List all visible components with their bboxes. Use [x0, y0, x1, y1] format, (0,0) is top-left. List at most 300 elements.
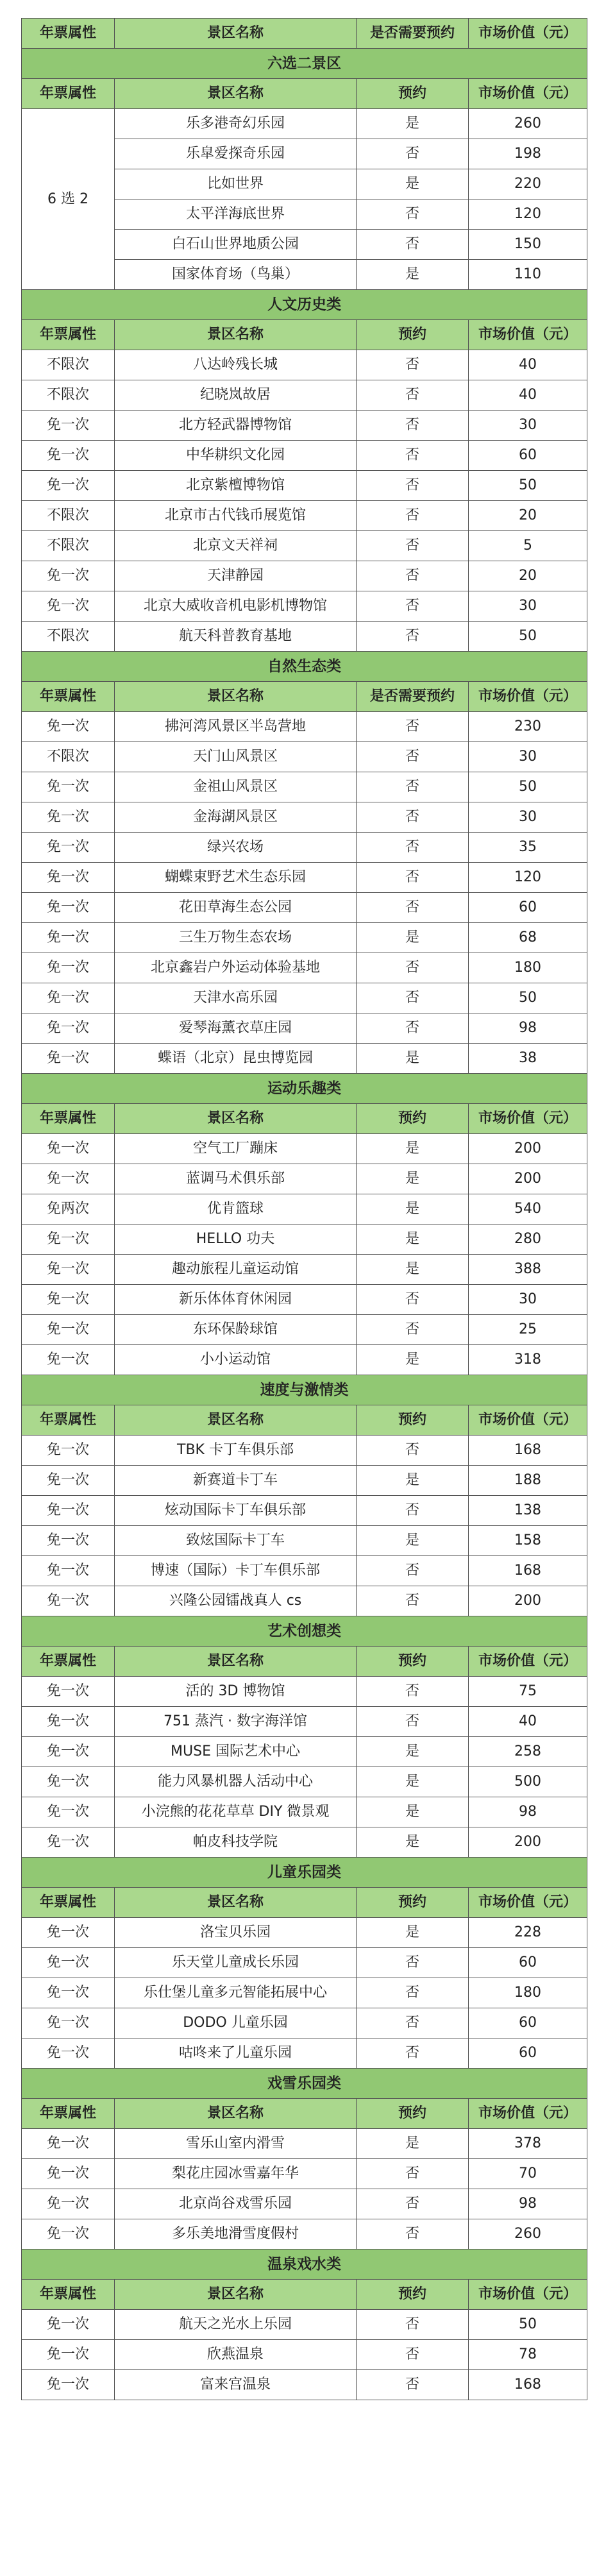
- ticket-attribute-cell: 免一次: [22, 1013, 115, 1044]
- section-title-row: [22, 1616, 587, 1647]
- table-row: [22, 2189, 587, 2219]
- table-row: [22, 1918, 587, 1948]
- attraction-name-cell: 博速（国际）卡丁车俱乐部: [115, 1556, 357, 1586]
- ticket-attribute-cell: 不限次: [22, 350, 115, 380]
- column-header: 市场价值（元）: [469, 1647, 587, 1677]
- column-header: 市场价值（元）: [469, 2099, 587, 2129]
- ticket-attribute-cell: 免一次: [22, 833, 115, 863]
- attraction-name-cell: 乐皐爱探奇乐园: [115, 139, 357, 169]
- attraction-name-cell: 欣燕温泉: [115, 2340, 357, 2370]
- table-row: [22, 1827, 587, 1858]
- section-title-row: [22, 49, 587, 79]
- market-value-cell: 98: [469, 1797, 587, 1827]
- table-row: [22, 1586, 587, 1616]
- section-header-row: [22, 1888, 587, 1918]
- reservation-cell: 否: [357, 2038, 469, 2069]
- ticket-attribute-cell: 免一次: [22, 1586, 115, 1616]
- section-title-row: [22, 1858, 587, 1888]
- ticket-attribute-cell: 免一次: [22, 591, 115, 622]
- column-header: 是否需要预约: [357, 682, 469, 712]
- attraction-name-cell: 蝴蝶束野艺术生态乐园: [115, 863, 357, 893]
- attraction-name-cell: 太平洋海底世界: [115, 199, 357, 230]
- section-header-row: [22, 1104, 587, 1134]
- market-value-cell: 25: [469, 1315, 587, 1345]
- market-value-cell: 50: [469, 622, 587, 652]
- table-row: [22, 1707, 587, 1737]
- market-value-cell: 75: [469, 1677, 587, 1707]
- section-header-row: [22, 320, 587, 350]
- reservation-cell: 否: [357, 230, 469, 260]
- attraction-name-cell: 趣动旅程儿童运动馆: [115, 1255, 357, 1285]
- attraction-name-cell: 富来宫温泉: [115, 2370, 357, 2400]
- market-value-cell: 198: [469, 139, 587, 169]
- reservation-cell: 否: [357, 893, 469, 923]
- attraction-name-cell: 751 蒸汽 · 数字海洋馆: [115, 1707, 357, 1737]
- column-header: 景区名称: [115, 1647, 357, 1677]
- reservation-cell: 否: [357, 833, 469, 863]
- market-value-cell: 158: [469, 1526, 587, 1556]
- market-value-cell: 388: [469, 1255, 587, 1285]
- table-row: [22, 953, 587, 983]
- reservation-cell: 否: [357, 863, 469, 893]
- market-value-cell: 50: [469, 772, 587, 802]
- attraction-name-cell: 兴隆公园镭战真人 cs: [115, 1586, 357, 1616]
- ticket-attribute-cell: 免一次: [22, 2189, 115, 2219]
- section-title: 温泉戏水类: [22, 2250, 587, 2280]
- column-header: 预约: [357, 1405, 469, 1436]
- attraction-name-cell: 爱琴海薰衣草庄园: [115, 1013, 357, 1044]
- section-title: 艺术创想类: [22, 1616, 587, 1647]
- reservation-cell: 否: [357, 1677, 469, 1707]
- table-row: [22, 561, 587, 591]
- column-header: 年票属性: [22, 2099, 115, 2129]
- attraction-name-cell: MUSE 国际艺术中心: [115, 1737, 357, 1767]
- attraction-name-cell: 花田草海生态公园: [115, 893, 357, 923]
- column-header: 景区名称: [115, 79, 357, 109]
- section-header-row: [22, 682, 587, 712]
- column-header: 年票属性: [22, 682, 115, 712]
- ticket-attribute-cell: 免一次: [22, 1164, 115, 1194]
- reservation-cell: 否: [357, 1586, 469, 1616]
- section-header-row: [22, 2280, 587, 2310]
- reservation-cell: 是: [357, 1767, 469, 1797]
- ticket-attribute-cell: 免一次: [22, 1466, 115, 1496]
- reservation-cell: 是: [357, 1255, 469, 1285]
- section-title-row: [22, 2069, 587, 2099]
- reservation-cell: 否: [357, 2370, 469, 2400]
- column-header: 是否需要预约: [357, 19, 469, 49]
- table-row: [22, 1556, 587, 1586]
- attraction-name-cell: DODO 儿童乐园: [115, 2008, 357, 2038]
- table-row: [22, 501, 587, 531]
- reservation-cell: 否: [357, 1556, 469, 1586]
- ticket-attribute-cell: 免一次: [22, 1134, 115, 1164]
- attraction-name-cell: 北京鑫岩户外运动体验基地: [115, 953, 357, 983]
- ticket-attribute-cell: 免一次: [22, 1255, 115, 1285]
- ticket-attribute-cell: 免一次: [22, 2370, 115, 2400]
- attraction-name-cell: 优肯篮球: [115, 1194, 357, 1224]
- market-value-cell: 318: [469, 1345, 587, 1375]
- attraction-name-cell: 金海湖风景区: [115, 802, 357, 833]
- table-row: [22, 350, 587, 380]
- market-value-cell: 258: [469, 1737, 587, 1767]
- market-value-cell: 280: [469, 1224, 587, 1255]
- market-value-cell: 30: [469, 591, 587, 622]
- market-value-cell: 68: [469, 923, 587, 953]
- attraction-name-cell: 航天之光水上乐园: [115, 2310, 357, 2340]
- attraction-name-cell: 乐天堂儿童成长乐园: [115, 1948, 357, 1978]
- table-row: [22, 2038, 587, 2069]
- ticket-attribute-cell: 免一次: [22, 772, 115, 802]
- market-value-cell: 150: [469, 230, 587, 260]
- ticket-attribute-cell: 免一次: [22, 863, 115, 893]
- ticket-attribute-cell: 免一次: [22, 471, 115, 501]
- column-header: 年票属性: [22, 1405, 115, 1436]
- ticket-attribute-cell: 不限次: [22, 531, 115, 561]
- market-value-cell: 188: [469, 1466, 587, 1496]
- column-header: 预约: [357, 1888, 469, 1918]
- reservation-cell: 是: [357, 1224, 469, 1255]
- market-value-cell: 40: [469, 380, 587, 411]
- reservation-cell: 否: [357, 2008, 469, 2038]
- ticket-attribute-cell: 免一次: [22, 2310, 115, 2340]
- attraction-name-cell: 北京紫檀博物馆: [115, 471, 357, 501]
- reservation-cell: 否: [357, 1013, 469, 1044]
- attraction-name-cell: 三生万物生态农场: [115, 923, 357, 953]
- reservation-cell: 否: [357, 1978, 469, 2008]
- reservation-cell: 否: [357, 2159, 469, 2189]
- table-row: [22, 1436, 587, 1466]
- section-title-row: [22, 652, 587, 682]
- market-value-cell: 110: [469, 260, 587, 290]
- table-row: [22, 1948, 587, 1978]
- table-row: [22, 863, 587, 893]
- column-header: 市场价值（元）: [469, 1405, 587, 1436]
- table-row: [22, 1737, 587, 1767]
- market-value-cell: 60: [469, 1948, 587, 1978]
- ticket-attribute-cell: 不限次: [22, 622, 115, 652]
- attraction-name-cell: 天门山风景区: [115, 742, 357, 772]
- reservation-cell: 否: [357, 2189, 469, 2219]
- market-value-cell: 200: [469, 1164, 587, 1194]
- section-title-row: [22, 2250, 587, 2280]
- section-header-row: [22, 1405, 587, 1436]
- attraction-name-cell: 小浣熊的花花草草 DIY 微景观: [115, 1797, 357, 1827]
- attraction-name-cell: 天津水高乐园: [115, 983, 357, 1013]
- market-value-cell: 60: [469, 2038, 587, 2069]
- market-value-cell: 20: [469, 561, 587, 591]
- reservation-cell: 否: [357, 1436, 469, 1466]
- table-row: [22, 1315, 587, 1345]
- attraction-name-cell: 帕皮科技学院: [115, 1827, 357, 1858]
- ticket-attribute-cell: 免一次: [22, 1285, 115, 1315]
- section-title: 运动乐趣类: [22, 1074, 587, 1104]
- ticket-attribute-cell: 免一次: [22, 712, 115, 742]
- attraction-name-cell: 洛宝贝乐园: [115, 1918, 357, 1948]
- table-row: [22, 712, 587, 742]
- table-row: [22, 2310, 587, 2340]
- attraction-name-cell: 纪晓岚故居: [115, 380, 357, 411]
- ticket-attribute-cell: 不限次: [22, 380, 115, 411]
- column-header: 市场价值（元）: [469, 682, 587, 712]
- ticket-attribute-cell: 免一次: [22, 1737, 115, 1767]
- attraction-name-cell: 北方轻武器博物馆: [115, 411, 357, 441]
- reservation-cell: 否: [357, 772, 469, 802]
- attraction-name-cell: 航天科普教育基地: [115, 622, 357, 652]
- section-title-row: [22, 1074, 587, 1104]
- column-header: 市场价值（元）: [469, 1888, 587, 1918]
- market-value-cell: 30: [469, 802, 587, 833]
- column-header: 预约: [357, 2099, 469, 2129]
- market-value-cell: 168: [469, 2370, 587, 2400]
- table-row: [22, 1767, 587, 1797]
- market-value-cell: 260: [469, 2219, 587, 2250]
- column-header: 预约: [357, 320, 469, 350]
- reservation-cell: 否: [357, 1496, 469, 1526]
- reservation-cell: 是: [357, 1918, 469, 1948]
- attraction-name-cell: 小小运动馆: [115, 1345, 357, 1375]
- column-header: 年票属性: [22, 1647, 115, 1677]
- column-header: 市场价值（元）: [469, 2280, 587, 2310]
- market-value-cell: 200: [469, 1134, 587, 1164]
- attraction-name-cell: 东环保龄球馆: [115, 1315, 357, 1345]
- market-value-cell: 30: [469, 742, 587, 772]
- reservation-cell: 否: [357, 712, 469, 742]
- table-row: [22, 622, 587, 652]
- column-header: 景区名称: [115, 2280, 357, 2310]
- section-header-row: [22, 1647, 587, 1677]
- market-value-cell: 60: [469, 441, 587, 471]
- market-value-cell: 138: [469, 1496, 587, 1526]
- ticket-attribute-cell: 免一次: [22, 2038, 115, 2069]
- reservation-cell: 是: [357, 1797, 469, 1827]
- attraction-name-cell: TBK 卡丁车俱乐部: [115, 1436, 357, 1466]
- market-value-cell: 98: [469, 2189, 587, 2219]
- section-title: 儿童乐园类: [22, 1858, 587, 1888]
- attraction-name-cell: 拂河湾风景区半岛营地: [115, 712, 357, 742]
- ticket-attribute-cell: 免一次: [22, 1496, 115, 1526]
- column-header: 年票属性: [22, 2280, 115, 2310]
- market-value-cell: 260: [469, 109, 587, 139]
- ticket-attribute-cell: 免一次: [22, 923, 115, 953]
- market-value-cell: 30: [469, 1285, 587, 1315]
- reservation-cell: 否: [357, 983, 469, 1013]
- reservation-cell: 否: [357, 2340, 469, 2370]
- column-header: 年票属性: [22, 1888, 115, 1918]
- table-row: [22, 2159, 587, 2189]
- section-title: 速度与激情类: [22, 1375, 587, 1405]
- table-row: [22, 893, 587, 923]
- reservation-cell: 是: [357, 109, 469, 139]
- attraction-name-cell: 中华耕织文化园: [115, 441, 357, 471]
- market-value-cell: 60: [469, 2008, 587, 2038]
- market-value-cell: 180: [469, 1978, 587, 2008]
- table-row: [22, 591, 587, 622]
- table-row: [22, 923, 587, 953]
- table-row: [22, 833, 587, 863]
- reservation-cell: 否: [357, 501, 469, 531]
- column-header: 市场价值（元）: [469, 79, 587, 109]
- table-row: [22, 742, 587, 772]
- market-value-cell: 60: [469, 893, 587, 923]
- table-row: [22, 380, 587, 411]
- reservation-cell: 否: [357, 1315, 469, 1345]
- market-value-cell: 378: [469, 2129, 587, 2159]
- attraction-name-cell: 新赛道卡丁车: [115, 1466, 357, 1496]
- table-row: [22, 983, 587, 1013]
- ticket-attribute-cell: 免一次: [22, 561, 115, 591]
- market-value-cell: 50: [469, 471, 587, 501]
- market-value-cell: 78: [469, 2340, 587, 2370]
- market-value-cell: 50: [469, 2310, 587, 2340]
- ticket-attribute-cell: 免一次: [22, 1827, 115, 1858]
- market-value-cell: 30: [469, 411, 587, 441]
- ticket-attribute-cell: 免两次: [22, 1194, 115, 1224]
- section-title: 戏雪乐园类: [22, 2069, 587, 2099]
- table-row: [22, 1466, 587, 1496]
- reservation-cell: 是: [357, 1827, 469, 1858]
- table-row: [22, 2340, 587, 2370]
- column-header: 预约: [357, 79, 469, 109]
- market-value-cell: 50: [469, 983, 587, 1013]
- reservation-cell: 否: [357, 471, 469, 501]
- table-row: [22, 2129, 587, 2159]
- ticket-attribute-cell: 免一次: [22, 1797, 115, 1827]
- ticket-attribute-cell: 免一次: [22, 983, 115, 1013]
- reservation-cell: 否: [357, 531, 469, 561]
- reservation-cell: 否: [357, 411, 469, 441]
- attraction-name-cell: 雪乐山室内滑雪: [115, 2129, 357, 2159]
- ticket-attribute-cell: 免一次: [22, 411, 115, 441]
- ticket-attribute-cell: 免一次: [22, 1707, 115, 1737]
- table-row: [22, 441, 587, 471]
- reservation-cell: 否: [357, 139, 469, 169]
- ticket-attribute-cell: 免一次: [22, 2340, 115, 2370]
- ticket-attribute-cell: 免一次: [22, 802, 115, 833]
- column-header: 景区名称: [115, 682, 357, 712]
- attraction-name-cell: 北京尚谷戏雪乐园: [115, 2189, 357, 2219]
- ticket-attribute-cell: 免一次: [22, 2129, 115, 2159]
- reservation-cell: 是: [357, 1044, 469, 1074]
- market-value-cell: 38: [469, 1044, 587, 1074]
- section-header-row: [22, 79, 587, 109]
- reservation-cell: 否: [357, 380, 469, 411]
- market-value-cell: 20: [469, 501, 587, 531]
- table-row: [22, 2008, 587, 2038]
- market-value-cell: 40: [469, 350, 587, 380]
- attraction-name-cell: 乐仕堡儿童多元智能拓展中心: [115, 1978, 357, 2008]
- table-row: [22, 1044, 587, 1074]
- table-row: [22, 802, 587, 833]
- reservation-cell: 是: [357, 923, 469, 953]
- reservation-cell: 否: [357, 350, 469, 380]
- reservation-cell: 否: [357, 199, 469, 230]
- table-row: [22, 1285, 587, 1315]
- reservation-cell: 是: [357, 1194, 469, 1224]
- reservation-cell: 否: [357, 1948, 469, 1978]
- column-header: 市场价值（元）: [469, 19, 587, 49]
- attraction-name-cell: 新乐体体育休闲园: [115, 1285, 357, 1315]
- reservation-cell: 否: [357, 561, 469, 591]
- table-row: [22, 1013, 587, 1044]
- reservation-cell: 否: [357, 591, 469, 622]
- reservation-cell: 是: [357, 1466, 469, 1496]
- reservation-cell: 否: [357, 1707, 469, 1737]
- reservation-cell: 是: [357, 1164, 469, 1194]
- section-title: 自然生态类: [22, 652, 587, 682]
- reservation-cell: 是: [357, 1737, 469, 1767]
- market-value-cell: 500: [469, 1767, 587, 1797]
- table-row: [22, 1526, 587, 1556]
- reservation-cell: 否: [357, 2310, 469, 2340]
- ticket-attribute-cell: 不限次: [22, 501, 115, 531]
- ticket-attribute-cell: 不限次: [22, 742, 115, 772]
- table-row: [22, 109, 587, 139]
- market-value-cell: 220: [469, 169, 587, 199]
- reservation-cell: 否: [357, 953, 469, 983]
- table-row: [22, 1224, 587, 1255]
- attraction-name-cell: 炫动国际卡丁车俱乐部: [115, 1496, 357, 1526]
- table-row: [22, 1134, 587, 1164]
- column-header: 景区名称: [115, 1104, 357, 1134]
- attraction-name-cell: 绿兴农场: [115, 833, 357, 863]
- attraction-name-cell: 乐多港奇幻乐园: [115, 109, 357, 139]
- table-row: [22, 1496, 587, 1526]
- section-header-row: [22, 2099, 587, 2129]
- ticket-attribute-cell: 免一次: [22, 2219, 115, 2250]
- attraction-name-cell: 国家体育场（鸟巢）: [115, 260, 357, 290]
- reservation-cell: 是: [357, 169, 469, 199]
- reservation-cell: 是: [357, 260, 469, 290]
- table-row: [22, 411, 587, 441]
- attraction-name-cell: 能力风暴机器人活动中心: [115, 1767, 357, 1797]
- market-value-cell: 200: [469, 1827, 587, 1858]
- table-row: [22, 1797, 587, 1827]
- attraction-name-cell: 梨花庄园冰雪嘉年华: [115, 2159, 357, 2189]
- column-header: 景区名称: [115, 1888, 357, 1918]
- column-header: 年票属性: [22, 19, 115, 49]
- attraction-name-cell: 多乐美地滑雪度假村: [115, 2219, 357, 2250]
- section-title: 人文历史类: [22, 290, 587, 320]
- market-value-cell: 200: [469, 1586, 587, 1616]
- table-row: [22, 1978, 587, 2008]
- table-row: [22, 1164, 587, 1194]
- attraction-name-cell: 北京文天祥祠: [115, 531, 357, 561]
- section-title: 六选二景区: [22, 49, 587, 79]
- table-row: [22, 1194, 587, 1224]
- ticket-attribute-cell: 免一次: [22, 893, 115, 923]
- table-row: [22, 531, 587, 561]
- ticket-attribute-cell: 免一次: [22, 2008, 115, 2038]
- column-header: 景区名称: [115, 19, 357, 49]
- attraction-name-cell: 八达岭残长城: [115, 350, 357, 380]
- market-value-cell: 98: [469, 1013, 587, 1044]
- attraction-name-cell: 空气工厂蹦床: [115, 1134, 357, 1164]
- attraction-name-cell: HELLO 功夫: [115, 1224, 357, 1255]
- column-header: 年票属性: [22, 79, 115, 109]
- annual-ticket-table: [21, 18, 587, 2400]
- table-header-row: [22, 19, 587, 49]
- ticket-attribute-cell: 免一次: [22, 1677, 115, 1707]
- market-value-cell: 70: [469, 2159, 587, 2189]
- reservation-cell: 否: [357, 1285, 469, 1315]
- attraction-name-cell: 蝶语（北京）昆虫博览园: [115, 1044, 357, 1074]
- attraction-name-cell: 比如世界: [115, 169, 357, 199]
- ticket-attribute-cell: 免一次: [22, 1345, 115, 1375]
- attraction-name-cell: 蓝调马术俱乐部: [115, 1164, 357, 1194]
- section-title-row: [22, 290, 587, 320]
- market-value-cell: 180: [469, 953, 587, 983]
